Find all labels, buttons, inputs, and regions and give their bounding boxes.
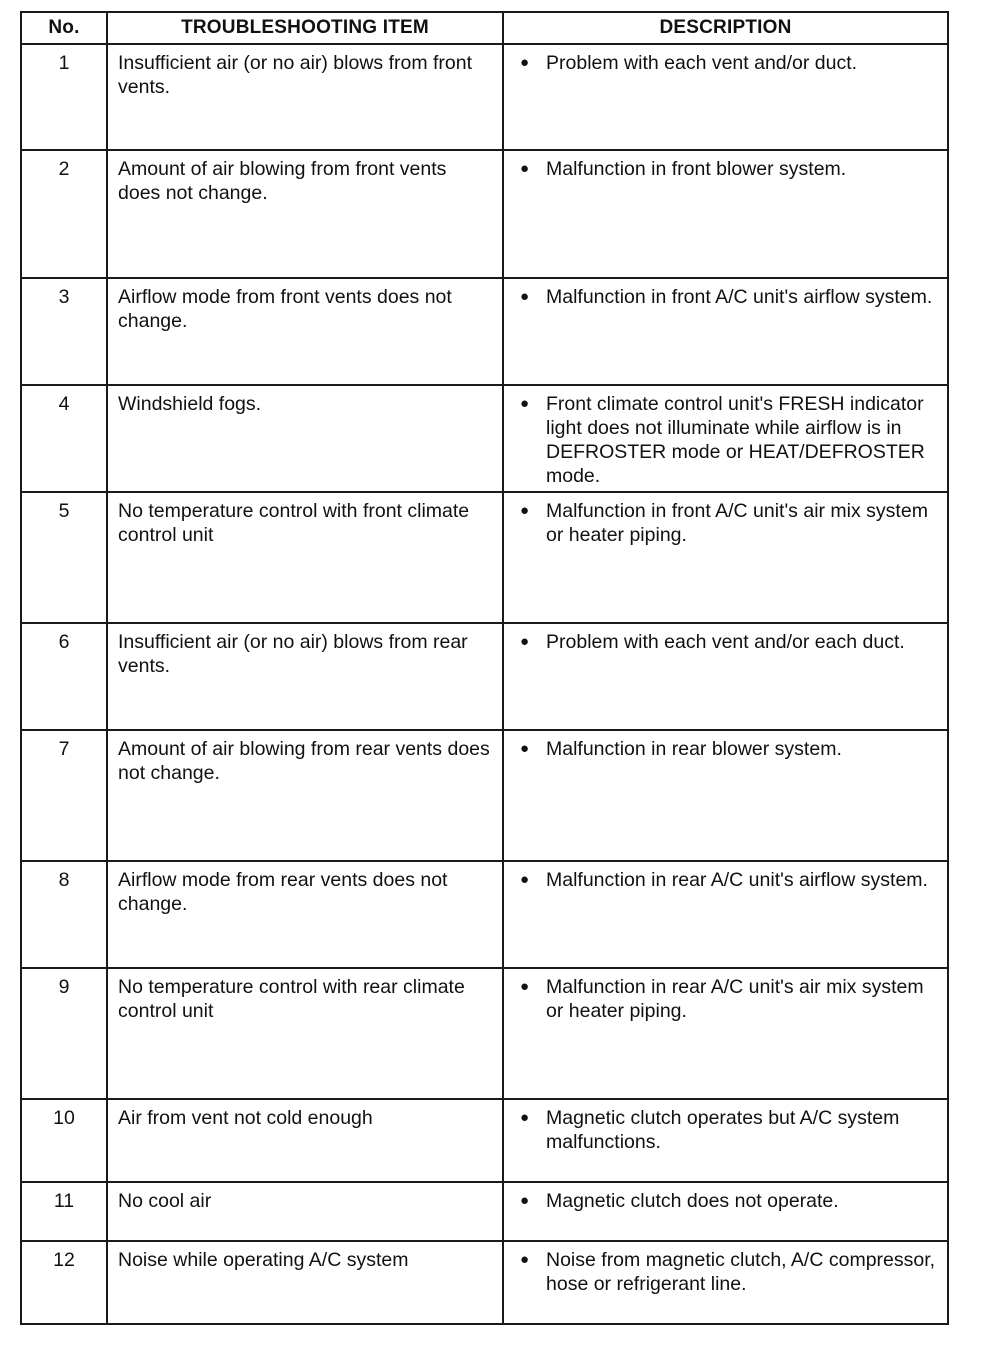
row-number: 4 [21, 385, 107, 492]
troubleshooting-item: Amount of air blowing from rear vents does not change. [107, 730, 503, 861]
bullet-icon: ● [520, 1192, 530, 1209]
table-row [21, 385, 948, 492]
troubleshooting-item: Insufficient air (or no air) blows from front vents. [107, 44, 503, 150]
description-text: Malfunction in rear blower system. [546, 738, 842, 760]
description-cell [503, 968, 948, 1099]
row-number: 8 [21, 861, 107, 968]
description-cell [503, 278, 948, 385]
troubleshooting-item: Amount of air blowing from front vents does not change. [107, 150, 503, 278]
header-troubleshooting-item: TROUBLESHOOTING ITEM [107, 12, 503, 44]
bullet-icon: ● [520, 1109, 530, 1126]
table-row [21, 1099, 948, 1182]
table-row [21, 278, 948, 385]
description-cell [503, 492, 948, 623]
table-row [21, 730, 948, 861]
description-text: Malfunction in front blower system. [546, 158, 847, 180]
table-header-row [21, 12, 948, 44]
troubleshooting-item: No cool air [107, 1182, 503, 1241]
bullet-icon: ● [520, 502, 530, 519]
description-cell [503, 623, 948, 730]
troubleshooting-item: No temperature control with rear climate control unit [107, 968, 503, 1099]
row-number: 7 [21, 730, 107, 861]
bullet-icon: ● [520, 740, 530, 757]
description-text: Magnetic clutch does not operate. [546, 1190, 839, 1212]
description-text: Malfunction in front A/C unit's air mix system or heater piping. [546, 500, 928, 546]
description-text: Front climate control unit's FRESH indicator light does not illuminate while airflow is in DEFROSTER mode or HEAT/DEFROSTER mode. [546, 393, 925, 487]
bullet-icon: ● [520, 395, 530, 412]
bullet-icon: ● [520, 871, 530, 888]
description-cell [503, 730, 948, 861]
bullet-icon: ● [520, 1251, 530, 1268]
troubleshooting-table [20, 11, 949, 1325]
troubleshooting-item: Airflow mode from front vents does not change. [107, 278, 503, 385]
row-number: 9 [21, 968, 107, 1099]
troubleshooting-item: Windshield fogs. [107, 385, 503, 492]
troubleshooting-item: Insufficient air (or no air) blows from rear vents. [107, 623, 503, 730]
table-row [21, 623, 948, 730]
description-text: Problem with each vent and/or each duct. [546, 631, 905, 653]
description-text: Malfunction in rear A/C unit's air mix system or heater piping. [546, 976, 924, 1022]
row-number: 10 [21, 1099, 107, 1182]
description-text: Magnetic clutch operates but A/C system malfunctions. [546, 1107, 900, 1153]
troubleshooting-table-container [20, 11, 947, 1325]
row-number: 2 [21, 150, 107, 278]
bullet-icon: ● [520, 633, 530, 650]
description-text: Problem with each vent and/or duct. [546, 52, 858, 74]
bullet-icon: ● [520, 54, 530, 71]
bullet-icon: ● [520, 978, 530, 995]
description-cell [503, 150, 948, 278]
description-cell [503, 385, 948, 492]
description-text: Malfunction in front A/C unit's airflow system. [546, 286, 933, 308]
row-number: 5 [21, 492, 107, 623]
description-cell [503, 1099, 948, 1182]
bullet-icon: ● [520, 160, 530, 177]
row-number: 12 [21, 1241, 107, 1324]
table-row [21, 492, 948, 623]
description-cell [503, 44, 948, 150]
table-row [21, 44, 948, 150]
row-number: 3 [21, 278, 107, 385]
table-row [21, 968, 948, 1099]
description-text: Noise from magnetic clutch, A/C compressor, hose or refrigerant line. [546, 1249, 936, 1295]
header-description: DESCRIPTION [503, 12, 948, 44]
row-number: 1 [21, 44, 107, 150]
troubleshooting-item: Airflow mode from rear vents does not change. [107, 861, 503, 968]
bullet-icon: ● [520, 288, 530, 305]
description-cell [503, 1241, 948, 1324]
table-row [21, 1182, 948, 1241]
row-number: 6 [21, 623, 107, 730]
description-text: Malfunction in rear A/C unit's airflow system. [546, 869, 928, 891]
troubleshooting-item: Noise while operating A/C system [107, 1241, 503, 1324]
description-cell [503, 861, 948, 968]
troubleshooting-item: Air from vent not cold enough [107, 1099, 503, 1182]
header-no: No. [21, 12, 107, 44]
row-number: 11 [21, 1182, 107, 1241]
description-cell [503, 1182, 948, 1241]
table-row [21, 1241, 948, 1324]
troubleshooting-item: No temperature control with front climate control unit [107, 492, 503, 623]
table-row [21, 861, 948, 968]
table-row [21, 150, 948, 278]
